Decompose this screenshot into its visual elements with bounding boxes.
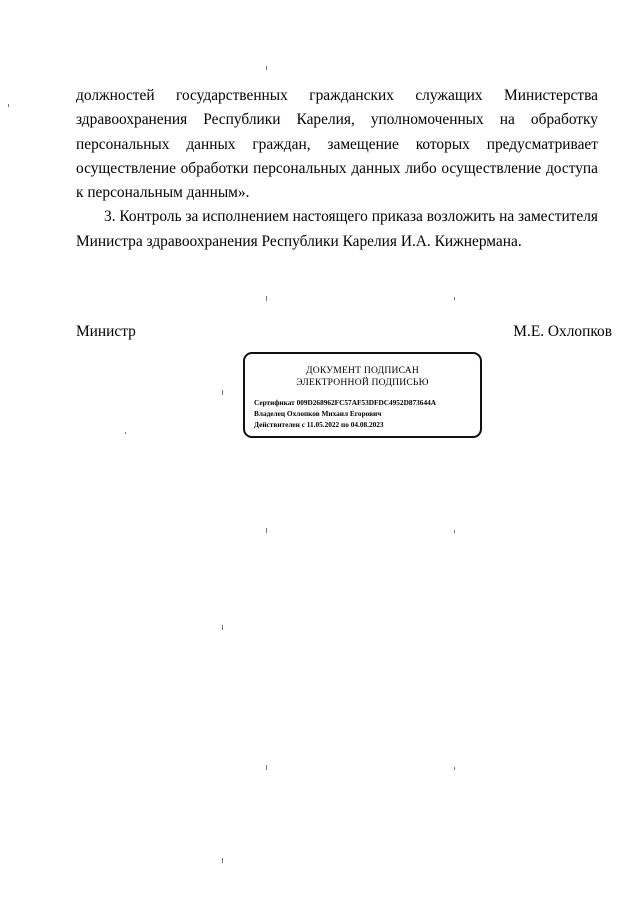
electronic-signature-stamp bbox=[243, 352, 482, 438]
scan-speck bbox=[454, 530, 455, 533]
scan-speck bbox=[266, 528, 267, 533]
scan-speck bbox=[222, 858, 223, 863]
scan-speck bbox=[454, 297, 455, 300]
document-body bbox=[76, 84, 598, 254]
scan-speck bbox=[266, 66, 267, 70]
paragraph-continuation: должностей государственных гражданских служащих Министерства здравоохранения Республики Карелия, уполномоченных на обработку персональных данных граждан, замещение которых предусматривает осуществление обработки персональных данных либо осуществление доступа к персональным данным». bbox=[76, 87, 598, 202]
scan-speck bbox=[222, 390, 223, 395]
stamp-certificate: Сертификат 009D268962FC57AF53DFDC4952D873644A bbox=[254, 398, 437, 407]
stamp-header-line-1: ДОКУМЕНТ ПОДПИСАН bbox=[305, 365, 419, 376]
scan-speck bbox=[266, 765, 267, 770]
signer-position: Министр bbox=[76, 323, 136, 340]
stamp-validity: Действителен с 11.05.2022 по 04.08.2023 bbox=[254, 420, 384, 429]
stamp-owner: Владелец Охлопков Михаил Егорович bbox=[254, 409, 382, 418]
stamp-header-line-2: ЭЛЕКТРОННОЙ ПОДПИСЬЮ bbox=[296, 376, 429, 388]
stamp-header bbox=[245, 365, 480, 388]
scan-speck bbox=[8, 104, 9, 107]
stamp-details bbox=[254, 397, 436, 430]
signer-name: М.Е. Охлопков bbox=[513, 323, 612, 340]
scan-speck bbox=[266, 296, 267, 301]
scan-speck bbox=[222, 625, 223, 630]
scan-speck bbox=[125, 432, 126, 434]
paragraph-3: 3. Контроль за исполнением настоящего приказа возложить на заместителя Министра здравоохранения Республики Карелия И.А. Кижнермана. bbox=[76, 208, 599, 250]
scan-speck bbox=[454, 767, 455, 770]
